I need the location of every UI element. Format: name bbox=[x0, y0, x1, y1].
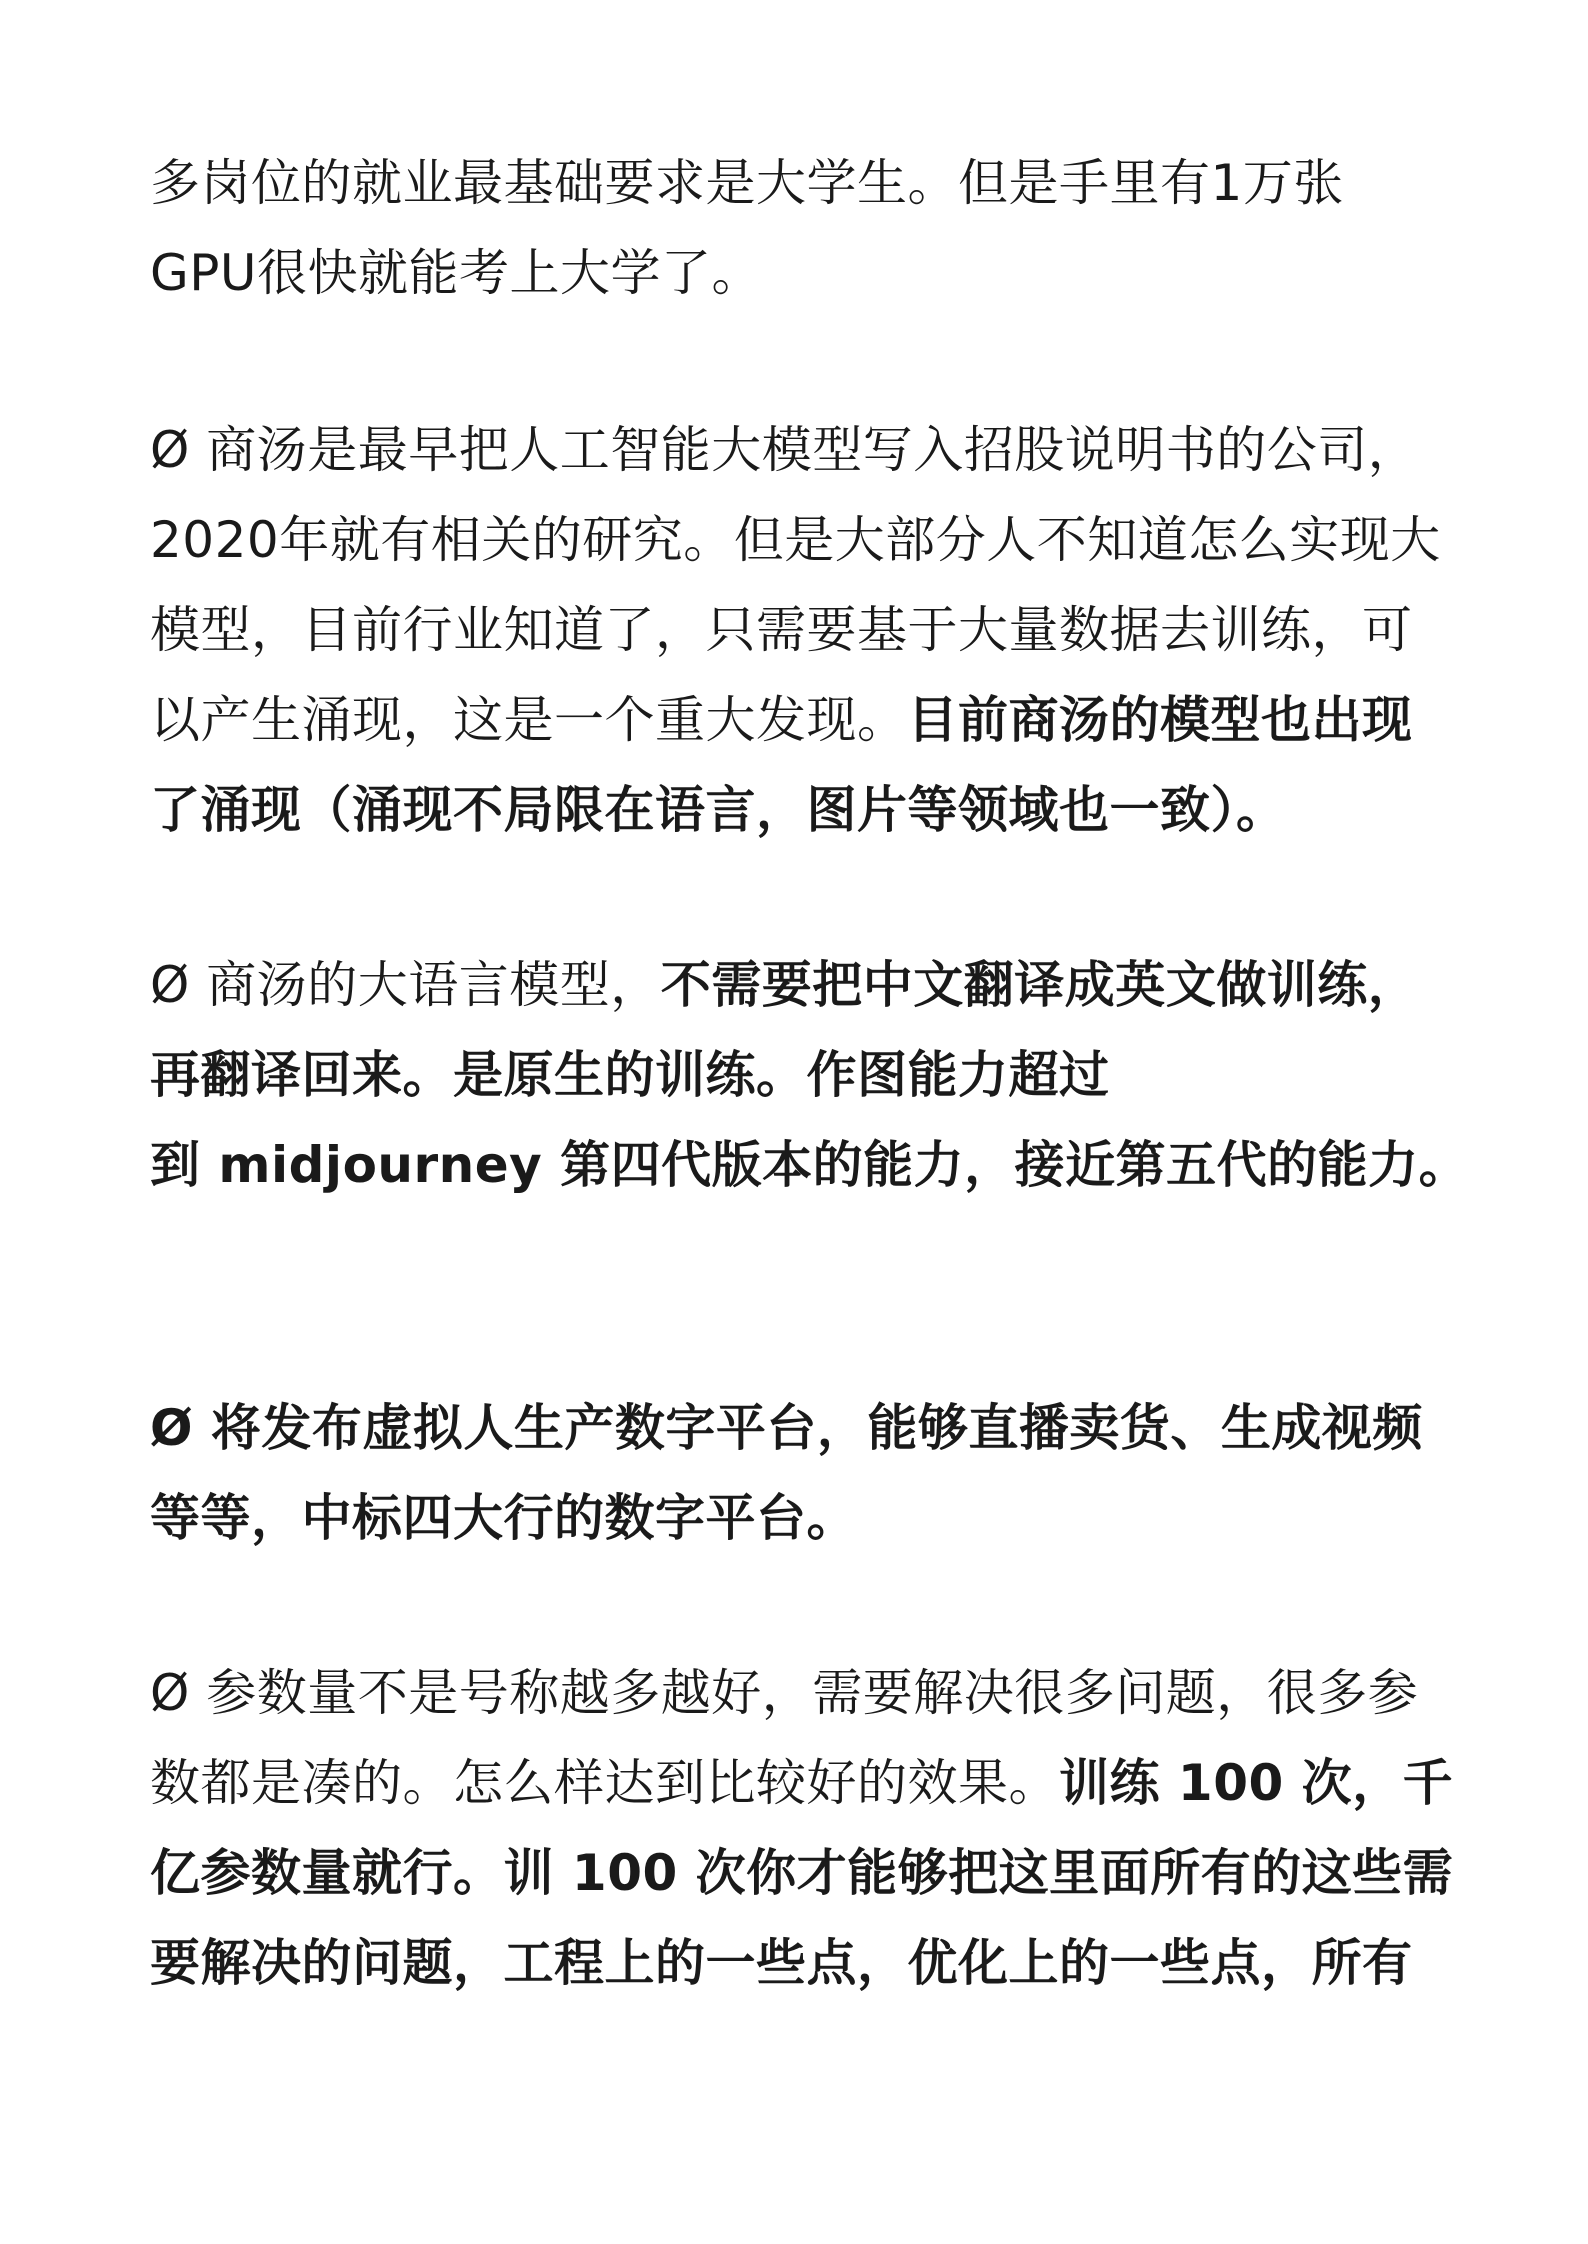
text-run: 数都是凑的。怎么样达到比较好的效果。 bbox=[150, 1754, 1059, 1812]
text-line bbox=[150, 1648, 1418, 1738]
text-line bbox=[150, 585, 1413, 675]
text-line bbox=[150, 765, 1287, 855]
text-run: GPU很快就能考上大学了。 bbox=[150, 244, 762, 302]
text-run: 多岗位的就业最基础要求是大学生。但是手里有1万张 bbox=[150, 154, 1344, 212]
text-line bbox=[150, 1473, 857, 1563]
text-run-bold: 训练 100 次，千 bbox=[1059, 1754, 1454, 1812]
text-run-bold: Ø 将发布虚拟人生产数字平台，能够直播卖货、生成视频 bbox=[150, 1399, 1423, 1457]
text-run-bold: 目前商汤的模型也出现 bbox=[907, 691, 1413, 749]
text-line bbox=[150, 228, 762, 318]
text-line bbox=[150, 1738, 1453, 1828]
text-run-bold: 等等，中标四大行的数字平台。 bbox=[150, 1489, 857, 1547]
text-line bbox=[150, 138, 1344, 228]
text-run: Ø 商汤的大语言模型， bbox=[150, 956, 661, 1014]
text-run: Ø 商汤是最早把人工智能大模型写入招股说明书的公司， bbox=[150, 421, 1419, 479]
text-run-bold: 不需要把中文翻译成英文做训练， bbox=[660, 956, 1419, 1014]
text-run: Ø 参数量不是号称越多越好，需要解决很多问题，很多参 bbox=[150, 1664, 1419, 1722]
text-line bbox=[150, 1383, 1423, 1473]
text-line bbox=[150, 1918, 1413, 2008]
text-line bbox=[150, 1828, 1453, 1918]
text-line bbox=[150, 675, 1413, 765]
text-run: 模型，目前行业知道了，只需要基于大量数据去训练，可 bbox=[150, 601, 1413, 659]
text-line bbox=[150, 1030, 1110, 1120]
text-run-bold: 了涌现（涌现不局限在语言，图片等领域也一致）。 bbox=[150, 781, 1287, 839]
text-run-bold: 要解决的问题，工程上的一些点，优化上的一些点，所有 bbox=[150, 1934, 1413, 1992]
text-line bbox=[150, 495, 1441, 585]
text-run-bold: 到 midjourney 第四代版本的能力，接近第五代的能力。 bbox=[150, 1136, 1470, 1194]
text-run-bold: 亿参数量就行。训 100 次你才能够把这里面所有的这些需 bbox=[150, 1844, 1454, 1902]
text-line bbox=[150, 405, 1418, 495]
text-line bbox=[150, 1120, 1469, 1210]
text-run-bold: 再翻译回来。是原生的训练。作图能力超过 bbox=[150, 1046, 1110, 1104]
text-run: 2020年就有相关的研究。但是大部分人不知道怎么实现大 bbox=[150, 511, 1441, 569]
text-run: 以产生涌现，这是一个重大发现。 bbox=[150, 691, 908, 749]
text-line bbox=[150, 940, 1418, 1030]
